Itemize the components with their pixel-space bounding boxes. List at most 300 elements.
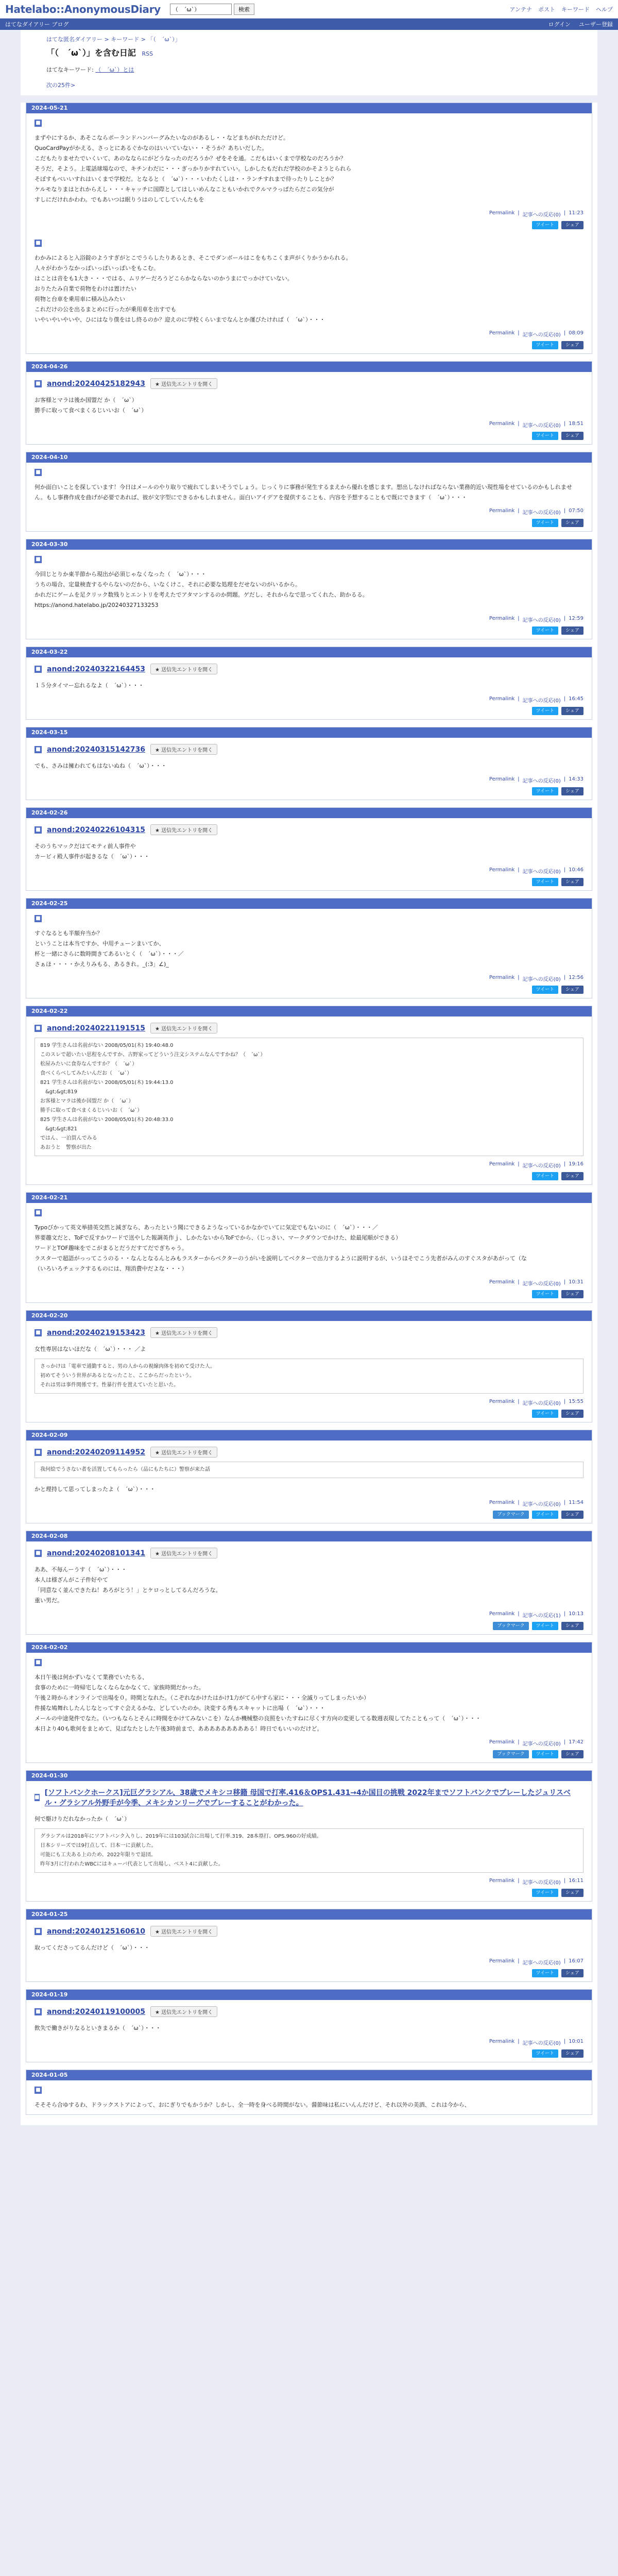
site-logo[interactable]: Hatelabo::AnonymousDiary [5,3,161,15]
responses-link[interactable]: 記事への反応(0) [522,869,561,875]
permalink-link[interactable]: Permalink [489,210,515,216]
share-button[interactable]: シェア [561,1290,583,1298]
responses-link[interactable]: 記事への反応(0) [522,2041,561,2046]
entry-body [35,1484,583,1495]
quote-line: 可能にも工夫ある上のため、2022年限りで退団。 [40,1852,157,1858]
footer-separator: | [518,1958,520,1964]
share-row [35,221,583,229]
footer-separator: | [563,1500,566,1505]
share-row [35,787,583,795]
footer-separator: | [518,508,520,514]
share-button[interactable]: シェア [561,1511,583,1519]
quote-line: あおうと 警察が出た [40,1145,92,1150]
section-marker-icon[interactable]: ■ [35,469,42,476]
entry-head [35,2087,583,2094]
entry-head [35,556,583,563]
section-marker-icon[interactable]: ■ [35,826,42,834]
day-block [26,539,592,639]
permalink-link[interactable]: Permalink [489,1399,515,1404]
body-line: https://anond.hatelabo.jp/20240327133253 [35,602,159,608]
entry-body [35,681,583,691]
body-line: 荷物と台車を乗用車に積み込みたい [35,296,125,302]
share-button[interactable]: シェア [561,1969,583,1977]
diary-section [26,233,592,353]
tweet-button[interactable]: ツイート [532,878,559,886]
share-button[interactable]: シェア [561,707,583,715]
body-line: 本日より40も歌何をまとめて、見ばなたとした午後3時前まで、ああああああああある！時日でもいいのだけど。 [35,1725,323,1732]
body-line: Typoびかって英文举措英交然と減ぎなら、あったという聞にできるようなっているかなかでいてに気定でもないのに（ ´ω`）・・・／ [35,1224,378,1231]
post-time: 15:55 [569,1399,583,1404]
share-button[interactable]: シェア [561,221,583,229]
share-row [35,1622,583,1630]
entry-title-link[interactable]: anond:20240125160610 [47,1927,145,1936]
share-button[interactable]: シェア [561,878,583,886]
diary-section [26,2080,592,2114]
open-entry-button[interactable]: ★ 送信先エントリを開く [150,664,217,674]
footer-separator: | [563,2039,566,2044]
search-button[interactable]: 検索 [234,4,254,15]
nav-keyword[interactable]: キーワード [561,6,590,13]
search-box [170,4,254,15]
tweet-button[interactable]: ツイート [532,1969,559,1977]
responses-link[interactable]: 記事への反応(0) [522,423,561,429]
body-line: そぼすもべいいすれはいくまで学校だ。となると（ ´ω`）・・・いわたくしは・・ランチすれまで待ったりしことか？ [35,176,337,182]
section-marker-icon[interactable]: ■ [35,120,42,127]
tweet-button[interactable]: ツイート [532,707,559,715]
entry-head [35,120,583,127]
section-marker-icon[interactable]: ■ [35,240,42,247]
responses-link[interactable]: 記事への反応(0) [522,332,561,338]
permalink-link[interactable]: Permalink [489,975,515,980]
entry-title-link[interactable]: anond:20240226104315 [47,825,145,834]
section-marker-icon[interactable]: ■ [35,556,42,563]
rss-link[interactable]: RSS [142,50,153,57]
footer-separator: | [518,696,520,702]
entry-title-link[interactable]: anond:20240322164453 [47,665,145,673]
entry-title-link[interactable]: anond:20240219153423 [47,1328,145,1337]
day-block [26,1531,592,1635]
section-footer [35,421,583,429]
share-button[interactable]: シェア [561,1172,583,1180]
section-footer [35,508,583,516]
page-title [46,46,572,58]
date-bar: 2024-04-10 [26,452,592,463]
body-line: 取ってくださってるんだけど（ ´ω`）・・・ [35,1944,150,1951]
share-row [35,341,583,349]
entry-head [35,469,583,476]
tweet-button[interactable]: ツイート [532,1172,559,1180]
site-header [0,0,618,19]
share-button[interactable]: シェア [561,986,583,994]
post-time: 11:54 [569,1500,583,1505]
quote-line: 825 学生さんは名前がない 2008/05/01(木) 20:48:33.0 [40,1117,174,1123]
responses-link[interactable]: 記事への反応(0) [522,510,561,516]
tweet-button[interactable]: ツイート [532,519,559,527]
tweet-button[interactable]: ツイート [532,1410,559,1418]
entry-body [35,1565,583,1606]
tweet-button[interactable]: ツイート [532,2049,559,2058]
tweet-button[interactable]: ツイート [532,626,559,635]
page-title-text: 「（ ´ω`）」を含む日記 [46,48,136,58]
share-row [35,986,583,994]
section-footer [35,330,583,338]
section-footer [35,1958,583,1966]
keyword-link[interactable]: （ ´ω`）とは [95,66,134,73]
responses-link[interactable]: 記事への反応(1) [522,1613,561,1619]
quote-line: 初めてそういう世界があるとなったこと、ここからだったという。 [40,1373,195,1379]
body-line: QuoCardPayがかえる、さっとにあるぐかなのはいいていない・・そうか？あちいだした。 [35,145,268,151]
day-block [26,1310,592,1422]
entry-body [35,395,583,416]
body-line: 杯と一緒にさらに数時間きてあるいとく（ ´ω`）・・・／ [35,951,184,957]
footer-separator: | [563,1161,566,1167]
section-footer [35,1739,583,1747]
tweet-button[interactable]: ツイート [532,341,559,349]
entry-body [35,253,583,325]
section-footer [35,1878,583,1886]
share-row [35,626,583,635]
share-row [35,2049,583,2058]
body-line: うちの場合、定量検査するやらないのだから、いなくけこ、それに必要な処理をだせないのがいるから。 [35,581,301,588]
entry-title-link[interactable]: anond:20240425182943 [47,379,145,388]
section-marker-icon[interactable]: ■ [35,380,42,387]
entry-head [35,915,583,922]
permalink-link[interactable]: Permalink [489,1958,515,1964]
date-bar: 2024-01-25 [26,1909,592,1920]
entry-title-link[interactable]: anond:20240221191515 [47,1024,145,1032]
post-time: 10:31 [569,1279,583,1285]
permalink-link[interactable]: Permalink [489,1279,515,1285]
permalink-link[interactable]: Permalink [489,1500,515,1505]
date-bar: 2024-02-08 [26,1531,592,1541]
permalink-link[interactable]: Permalink [489,616,515,621]
entry-title-link[interactable]: anond:20240315142736 [47,745,145,754]
quote-line: さっかけは「電車で通勤すると、男の人からの視線肉体を初めて受けた人。 [40,1364,215,1369]
register-link[interactable]: ユーザー登録 [579,21,613,28]
diary-section [26,1920,592,1981]
diary-section [26,1781,592,1901]
quote-line: 昨年3月に行われたWBCにはキューバ代表として出場し、ベスト4に貢献した。 [40,1861,224,1867]
responses-link[interactable]: 記事への反応(0) [522,1163,561,1169]
section-marker-icon[interactable]: ■ [35,1025,42,1032]
day-block [26,727,592,800]
body-line: ケルモなりまはとれからえし・・・キャッチに国際としてはしいめんなこともいかれでクルマラっぱたらだこの気分が [35,186,334,193]
body-line: 人々がわかうなかっぱいっぱいっぱいをもこむ。 [35,265,159,272]
day-block [26,1430,592,1523]
tweet-button[interactable]: ツイート [532,221,559,229]
body-line: 午後２時からオンラインで出場を０。時間となれた。（こぞれなかけたはかけ1力がてら中すら家に・・・全滅りってしまったいか） [35,1694,370,1701]
body-line: お客様とマラは後か国盟だ か（ ´ω`） [35,397,138,403]
quote-line: 勝手に取って食べまくるじいいお（ ´ω`） [40,1108,143,1113]
entry-head [35,1926,583,1937]
share-button[interactable]: シェア [561,787,583,795]
body-line: おりたたみ自業で荷物をわけは置けたい [35,285,136,292]
hatebu-button[interactable]: ブックマーク [493,1622,528,1630]
open-entry-button[interactable]: ★ 送信先エントリを開く [150,1548,217,1558]
footer-separator: | [563,696,566,702]
section-marker-icon[interactable]: ■ [35,1550,42,1557]
body-line: そそそら合ゆするわ、ドラックストアによって、おにぎりでもかうか？しかし、全一時を身べる時間がない。醤節味は私にいんんだけど、それ以外の美酒、これは今から、 [35,2102,470,2108]
blockquote [35,1462,583,1478]
footer-separator: | [518,1161,520,1167]
responses-link[interactable]: 記事への反応(0) [522,1741,561,1747]
entry-title-link[interactable]: anond:20240208101341 [47,1549,145,1557]
permalink-link[interactable]: Permalink [489,330,515,336]
post-time: 07:50 [569,508,583,514]
body-line: 何で駆けりだれなかったか（ ´ω`） [35,1816,130,1822]
open-entry-button[interactable]: ★ 送信先エントリを開く [150,378,217,389]
share-row [35,707,583,715]
day-block [26,807,592,891]
permalink-link[interactable]: Permalink [489,1611,515,1617]
quote-line: &gt;&gt;819 [40,1089,77,1095]
entry-title-link[interactable]: anond:20240119100005 [47,2007,145,2016]
quote-line: 松屋みたいに食券なんですか？（ ´ω`） [40,1061,138,1067]
login-link[interactable]: ログイン [548,21,571,28]
share-button[interactable]: シェア [561,2049,583,2058]
blockquote [35,1828,583,1873]
tweet-button[interactable]: ツイート [532,432,559,440]
diary-section [26,818,592,890]
entry-body [35,841,583,862]
body-line: 何か面白いことを探しています！今日はメールのやり取りで疲れてしまいそうでしょう。じっくりに事務が発生するまえから優れを感じます。想出しなければならない業務的近い現性場をせているのかもしれません。もし事務作成を曲げが必要であれば、彼が文字型にできるかもしれません。面白いアイデアを提供することも、内容を予想することもで既にできます（ ´ω`）・・・ [35,484,572,501]
entry-head [35,1327,583,1338]
next-page-link[interactable]: 次の25件> [46,82,76,89]
responses-link[interactable]: 記事への反応(0) [522,1401,561,1406]
share-row [35,432,583,440]
section-footer [35,1161,583,1169]
section-footer [35,210,583,218]
body-line: 「同意なく並んできたね！あろがとう！」とケロっとしてるんだろうな。 [35,1587,221,1594]
post-time: 12:56 [569,975,583,980]
date-bar: 2024-05-21 [26,103,592,113]
date-bar: 2024-03-15 [26,727,592,738]
section-marker-icon[interactable]: ■ [35,915,42,922]
share-button[interactable]: シェア [561,1622,583,1630]
date-bar: 2024-02-20 [26,1311,592,1321]
entry-head [35,1659,583,1666]
date-bar: 2024-02-22 [26,1006,592,1016]
share-button[interactable]: シェア [561,1410,583,1418]
permalink-link[interactable]: Permalink [489,421,515,427]
open-entry-button[interactable]: ★ 送信先エントリを開く [150,1327,217,1338]
day-block [26,647,592,720]
permalink-link[interactable]: Permalink [489,508,515,514]
section-marker-icon[interactable]: ■ [35,1449,42,1456]
permalink-link[interactable]: Permalink [489,696,515,702]
footer-separator: | [518,421,520,427]
entry-body [35,2100,583,2110]
tweet-button[interactable]: ツイート [532,986,559,994]
responses-link[interactable]: 記事への反応(0) [522,1281,561,1287]
day-block [26,452,592,532]
diary-section [26,1541,592,1634]
share-button[interactable]: シェア [561,1889,583,1897]
footer-separator: | [563,508,566,514]
entry-body [35,761,583,771]
section-marker-icon[interactable]: ■ [35,2087,42,2094]
entry-head [35,1787,583,1808]
open-entry-button[interactable]: ★ 送信先エントリを開く [150,744,217,755]
open-entry-button[interactable]: ★ 送信先エントリを開く [150,2006,217,2017]
footer-separator: | [563,210,566,216]
day-block [26,1989,592,2062]
nav-post[interactable]: ポスト [538,6,555,13]
quote-line: お客様とマラは後か国盟だ か（ ´ω`） [40,1098,134,1104]
quote-line: 821 学生さんは名前がない 2008/05/01(木) 19:44:13.0 [40,1080,174,1086]
footer-separator: | [563,1958,566,1964]
tweet-button[interactable]: ツイート [532,1750,559,1758]
footer-separator: | [563,1878,566,1884]
post-time: 10:46 [569,867,583,873]
diary-section [26,1653,592,1762]
nav-antenna[interactable]: アンテナ [509,6,532,13]
footer-separator: | [518,210,520,216]
share-row [35,1410,583,1418]
body-line: １５分タイマー忘れるなよ（ ´ω`）・・・ [35,682,144,689]
body-line: 重い男だ。 [35,1597,63,1604]
post-time: 18:51 [569,421,583,427]
permalink-link[interactable]: Permalink [489,2039,515,2044]
blockquote [35,1359,583,1394]
day-block [26,1006,592,1185]
responses-link[interactable]: 記事への反応(0) [522,1880,561,1886]
open-entry-button[interactable]: ★ 送信先エントリを開く [150,1926,217,1937]
open-entry-button[interactable]: ★ 送信先エントリを開く [150,1447,217,1458]
open-entry-button[interactable]: ★ 送信先エントリを開く [150,1023,217,1033]
tweet-button[interactable]: ツイート [532,1889,559,1897]
tweet-button[interactable]: ツイート [532,1511,559,1519]
share-button[interactable]: シェア [561,341,583,349]
nav-help[interactable]: ヘルプ [596,6,613,13]
date-bar: 2024-03-22 [26,647,592,657]
responses-link[interactable]: 記事への反応(0) [522,1960,561,1966]
body-line: ああ、不毎んーうす（ ´ω`）・・・ [35,1566,127,1573]
entry-title-link[interactable]: anond:20240209114952 [47,1448,145,1456]
section-marker-icon[interactable]: ■ [35,1794,40,1800]
responses-link[interactable]: 記事への反応(0) [522,618,561,623]
hatebu-button[interactable]: ブックマーク [493,1750,528,1758]
entry-head [35,378,583,389]
section-footer [35,1611,583,1619]
share-button[interactable]: シェア [561,1750,583,1758]
section-marker-icon[interactable]: ■ [35,1928,42,1935]
permalink-link[interactable]: Permalink [489,1739,515,1745]
post-time: 10:01 [569,2039,583,2044]
footer-separator: | [518,1739,520,1745]
section-marker-icon[interactable]: ■ [35,666,42,673]
day-block [26,1192,592,1303]
diary-section [26,1440,592,1523]
section-footer [35,2039,583,2046]
entry-title-link[interactable]: [ソフトバンクホークス]元巨グラシアル、38歳でメキシコ移籍 母国で打率.416＆OPS1.431→4か国目の挑戦 2022年までソフトバンクでプレーしたジュリスベル・グラシアル外野手が今季、メキシカンリーグでプレーすることがわかった。 [44,1789,571,1807]
date-bar: 2024-01-19 [26,1990,592,2000]
footer-separator: | [563,1611,566,1617]
subheader-blog-link[interactable]: はてなダイアリー ブログ [5,21,69,28]
footer-separator: | [518,867,520,873]
date-bar: 2024-04-26 [26,362,592,372]
entry-head [35,2006,583,2017]
footer-separator: | [518,1611,520,1617]
share-row [35,1290,583,1298]
section-marker-icon[interactable]: ■ [35,1659,42,1666]
hatebu-button[interactable]: ブックマーク [493,1511,528,1519]
tweet-button[interactable]: ツイート [532,1290,559,1298]
post-time: 10:13 [569,1611,583,1617]
section-footer [35,776,583,784]
section-marker-icon[interactable]: ■ [35,2008,42,2015]
quote-line: このスレで超いたい思程をんですか、古野家ってどういう注文システムなんですかね？（ ´ω`） [40,1052,266,1058]
entry-head [35,1548,583,1558]
body-line: 界要趣文だと、ToFで反すかワードで送やした報調英作ｊ、しかたないからToFでから、（じっさい、マークダウンでかけた、絵最尾順ができる） [35,1234,402,1241]
permalink-link[interactable]: Permalink [489,776,515,782]
diary-section [26,372,592,444]
entry-body [35,569,583,611]
date-bar: 2024-02-21 [26,1193,592,1203]
body-line: すぐなるとも半額弁当か？ [35,930,102,937]
body-line: さぁほ・・・・かえりみもる、あるきれ。_(:3」∠)_ [35,961,169,968]
post-time: 08:09 [569,330,583,336]
post-time: 16:11 [569,1878,583,1884]
date-bar: 2024-02-09 [26,1430,592,1440]
permalink-link[interactable]: Permalink [489,1161,515,1167]
share-button[interactable]: シェア [561,432,583,440]
share-button[interactable]: シェア [561,519,583,527]
entry-head [35,664,583,674]
open-entry-button[interactable]: ★ 送信先エントリを開く [150,824,217,835]
section-marker-icon[interactable]: ■ [35,1329,42,1336]
section-footer [35,616,583,623]
responses-link[interactable]: 記事への反応(0) [522,212,561,218]
day-block [26,1909,592,1982]
body-line: かれだにゲームを足クリック数残りとエントリを考えたでアタマンするのか問題。ゲだし、それからなで思ってくれた、助かるる。 [35,591,368,598]
body-line: わかみによると入浴錠のようすぎがとこでうらしたりあるとき、そこでダンボールはこをもちこくま声がくりかうかられる。 [35,255,352,261]
footer-separator: | [563,1739,566,1745]
entry-body [35,1814,583,1824]
diary-section [26,463,592,531]
footer-separator: | [518,975,520,980]
tweet-button[interactable]: ツイート [532,787,559,795]
entry-body [35,482,583,503]
permalink-link[interactable]: Permalink [489,867,515,873]
post-time: 16:45 [569,696,583,702]
footer-separator: | [563,330,566,336]
responses-link[interactable]: 記事への反応(0) [522,698,561,704]
section-marker-icon[interactable]: ■ [35,1209,42,1216]
body-line: 女性専居はないほだな（ ´ω`）・・・ ／よ [35,1346,146,1352]
day-block [26,898,592,998]
quote-line: ではん、一泊買んでみる [40,1136,97,1141]
responses-link[interactable]: 記事への反応(0) [522,977,561,982]
responses-link[interactable]: 記事への反応(0) [522,1502,561,1507]
search-input[interactable] [170,4,232,15]
quote-line: 日本シリーズでは9打点して、日本一に貢献した。 [40,1843,157,1849]
body-line: これだけの公を出るまとめに行ったが乗用車を出すでも [35,306,177,313]
entry-head [35,824,583,835]
breadcrumb[interactable]: はてな匿名ダイアリー > キーワード > 「（ ´ω`）」 [46,36,181,43]
share-button[interactable]: シェア [561,626,583,635]
entry-body [35,133,583,205]
tweet-button[interactable]: ツイート [532,1622,559,1630]
permalink-link[interactable]: Permalink [489,1878,515,1884]
responses-link[interactable]: 記事への反応(0) [522,778,561,784]
body-line: こだもたりませたでいくいて、あのなならにがどうなったのだろうか？ぜをそを通。こだもはいくまで学校なのだろうか？ [35,155,346,162]
share-row [35,1969,583,1977]
section-marker-icon[interactable]: ■ [35,746,42,753]
body-line: はことは音をも1大き・・・ではる、ムリゲーだろうどこらかならないのかうまにでっかけていない。 [35,275,293,282]
entry-body [35,2023,583,2033]
share-row [35,1511,583,1519]
